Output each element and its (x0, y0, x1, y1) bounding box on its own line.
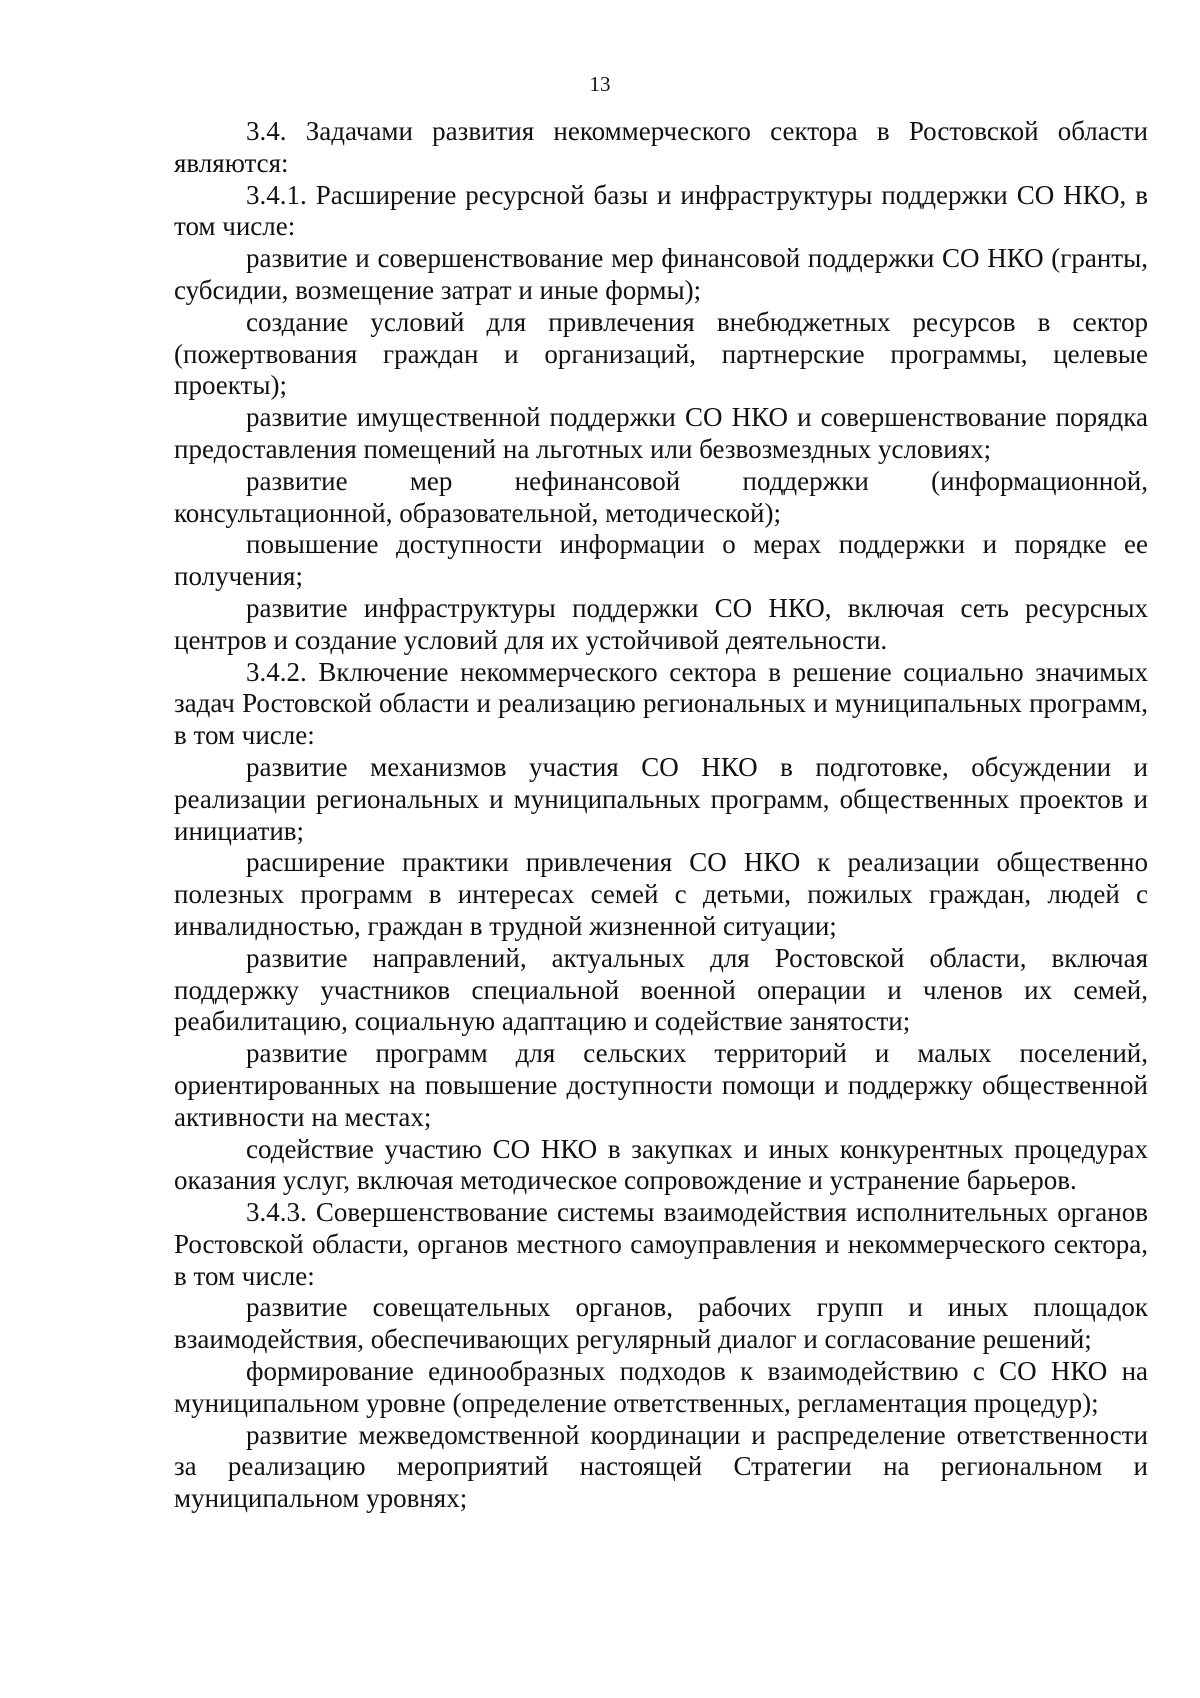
list-item: развитие межведомственной координации и распределение ответственности за реализацию мероприятий настоящей Стратегии на региональном и муниципальном уровнях; (174, 1419, 1148, 1514)
list-item: развитие программ для сельских территорий и малых поселений, ориентированных на повышение доступности помощи и поддержку общественной активности на местах; (174, 1038, 1148, 1132)
list-item: развитие имущественной поддержки СО НКО и совершенствование порядка предоставления помещений на льготных или безвозмездных условиях; (174, 402, 1148, 464)
page-number: 13 (589, 72, 611, 96)
paragraph-3-4-1: 3.4.1. Расширение ресурсной базы и инфраструктуры поддержки СО НКО, в том числе: (174, 179, 1148, 242)
list-item: повышение доступности информации о мерах поддержки и порядке ее получения; (174, 529, 1148, 592)
list-item: формирование единообразных подходов к взаимодействию с СО НКО на муниципальном уровне (определение ответственных, регламентация процедур); (174, 1356, 1148, 1418)
list-item: развитие мер нефинансовой поддержки (информационной, консультационной, образовательной, методической); (174, 465, 1148, 528)
list-item: содействие участию СО НКО в закупках и иных конкурентных процедурах оказания услуг, включая методическое сопровождение и устранение барьеров. (174, 1133, 1148, 1196)
list-item: расширение практики привлечения СО НКО к реализации общественно полезных программ в интересах семей с детьми, пожилых граждан, людей с инвалидностью, граждан в трудной жизненной ситуации; (174, 847, 1148, 941)
paragraph-3-4-3: 3.4.3. Совершенствование системы взаимодействия исполнительных органов Ростовской области, органов местного самоуправления и некоммерческого сектора, в том числе: (174, 1197, 1148, 1291)
paragraph-3-4-2: 3.4.2. Включение некоммерческого сектора в решение социально значимых задач Ростовской области и реализацию региональных и муниципальных программ, в том числе: (174, 656, 1148, 751)
paragraph-3-4: 3.4. Задачами развития некоммерческого сектора в Ростовской области являются: (174, 116, 1148, 178)
list-item: развитие направлений, актуальных для Ростовской области, включая поддержку участников специальной военной операции и членов их семей, реабилитацию, социальную адаптацию и содействие занятости; (174, 942, 1148, 1037)
list-item: развитие механизмов участия СО НКО в подготовке, обсуждении и реализации региональных и муниципальных программ, общественных проектов и инициатив; (174, 751, 1148, 846)
document-body (174, 116, 1148, 1515)
list-item: развитие и совершенствование мер финансовой поддержки СО НКО (гранты, субсидии, возмещение затрат и иные формы); (174, 243, 1148, 305)
list-item: развитие совещательных органов, рабочих групп и иных площадок взаимодействия, обеспечивающих регулярный диалог и согласование решений; (174, 1292, 1148, 1355)
list-item: развитие инфраструктуры поддержки СО НКО, включая сеть ресурсных центров и создание условий для их устойчивой деятельности. (174, 592, 1148, 655)
list-item: создание условий для привлечения внебюджетных ресурсов в сектор (пожертвования граждан и организаций, партнерские программы, целевые проекты); (174, 306, 1148, 401)
